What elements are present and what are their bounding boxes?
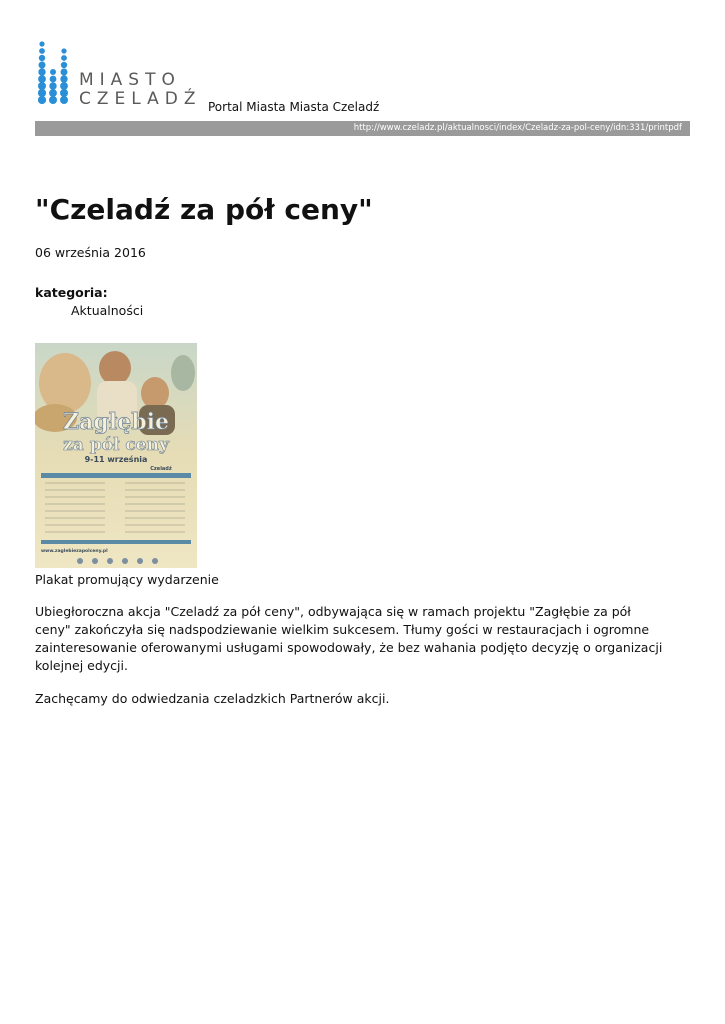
logo-text-miasto: MIASTO — [79, 70, 181, 90]
logo-dots-icon — [35, 38, 79, 110]
article-title: "Czeladź za pół ceny" — [35, 193, 373, 226]
poster-title-line2: za pół ceny — [63, 435, 169, 455]
article-paragraph: Zachęcamy do odwiedzania czeladzkich Partnerów akcji. — [35, 691, 390, 706]
article-paragraph: Ubiegłoroczna akcja "Czeladź za pół ceny", odbywająca się w ramach projektu "Zagłębie za pół ceny" zakończyła się nadspodziewanie wielkim sukcesem. Tłumy gości w restauracjach i ogromne zainteresowanie oferowanymi usługami spowodowały, że bez wahania podjęto decyzję o organizacji kolejnej edycji. — [35, 604, 663, 673]
page-header — [35, 38, 690, 138]
poster-dates: 9-11 września — [84, 455, 148, 464]
portal-name: Portal Miasta Miasta Czeladź — [208, 100, 380, 114]
city-logo — [35, 38, 205, 110]
poster-title-line1: Zagłębie — [63, 409, 169, 435]
logo-text-czeladz: CZELADŹ — [79, 89, 202, 109]
article-date: 06 września 2016 — [35, 245, 146, 260]
page-url[interactable]: http://www.czeladz.pl/aktualnosci/index/Czeladz-za-pol-ceny/idn:331/printpdf — [353, 123, 682, 133]
category-label: kategoria: — [35, 285, 108, 300]
category-value[interactable]: Aktualności — [71, 303, 144, 318]
poster-city: Czeladź — [150, 466, 172, 472]
url-bar — [35, 121, 690, 136]
event-poster-image[interactable] — [35, 343, 197, 568]
poster-website: www.zaglebiezapolceny.pl — [41, 549, 108, 554]
image-caption: Plakat promujący wydarzenie — [35, 572, 219, 587]
